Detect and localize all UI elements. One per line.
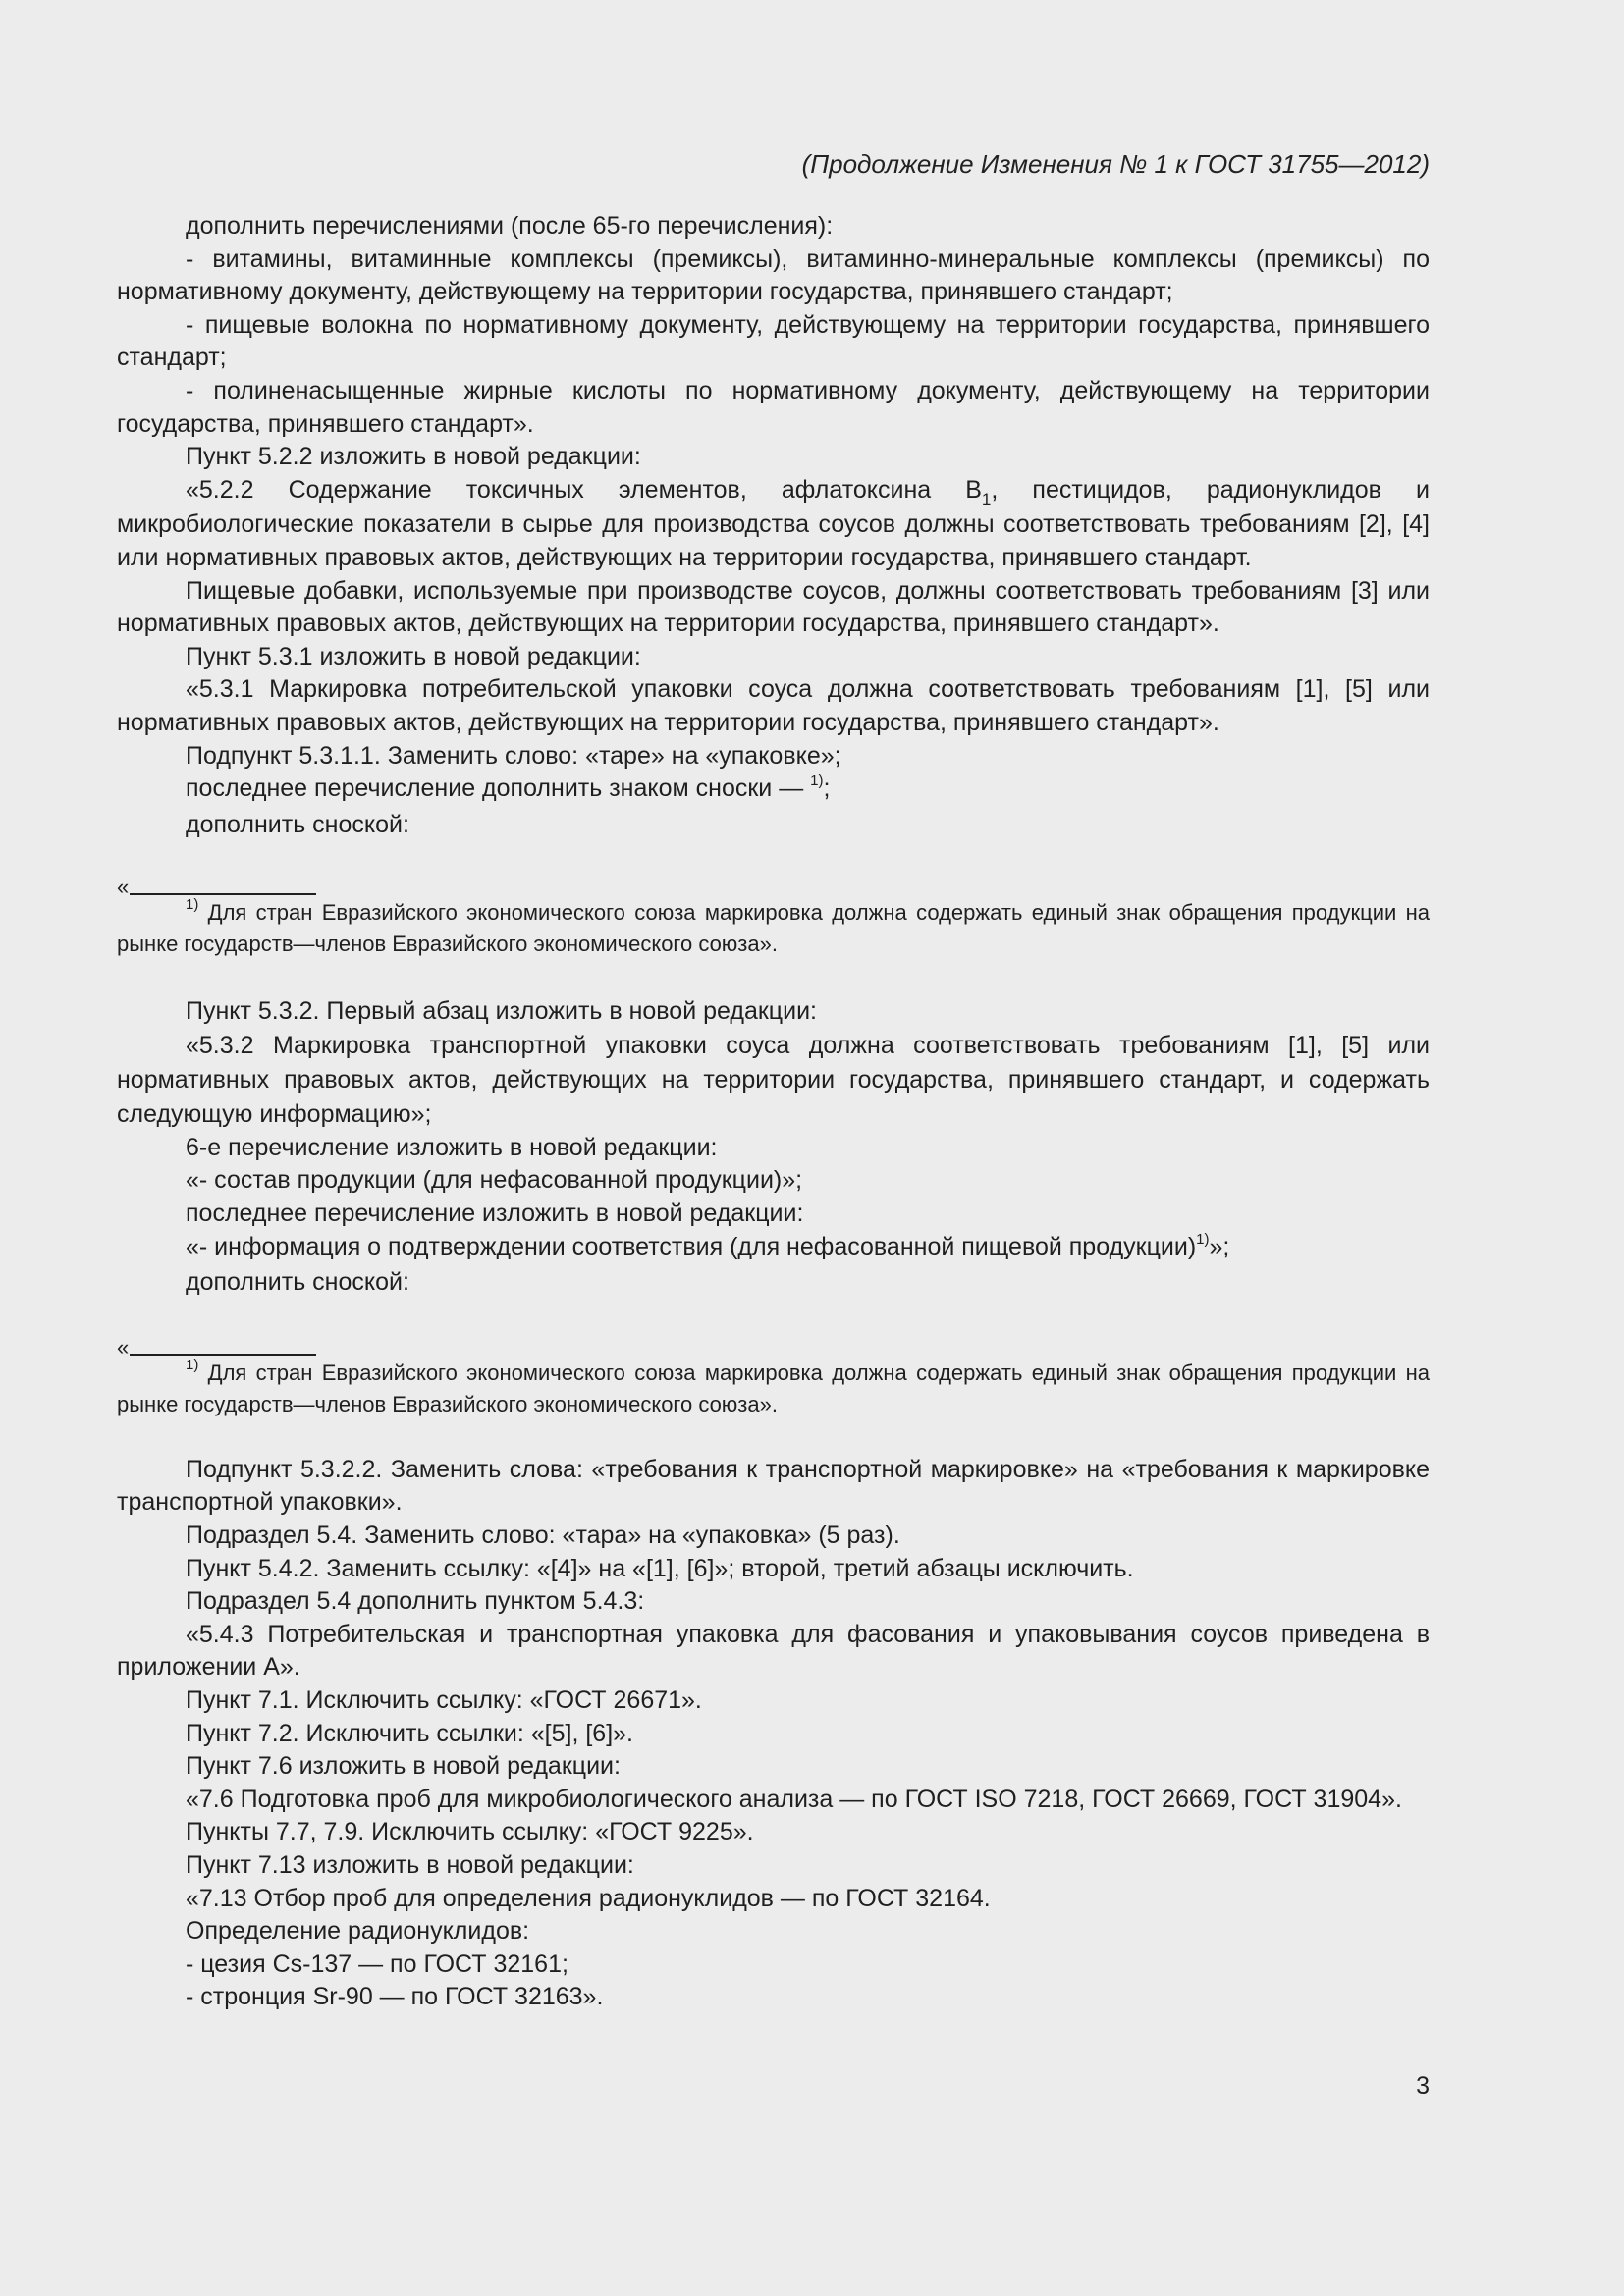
paragraph: дополнить перечислениями (после 65-го перечисления): — [186, 212, 834, 240]
list-item: - полиненасыщенные жирные кислоты по нормативному документу, действующему на территории государства, принявшего стандарт». — [117, 376, 1430, 438]
paragraph: Пункт 7.2. Исключить ссылки: «[5], [6]». — [186, 1719, 634, 1747]
paragraph: Пункт 5.2.2 изложить в новой редакции: — [186, 443, 641, 471]
paragraph: «7.13 Отбор проб для определения радионуклидов — по ГОСТ 32164. — [186, 1884, 991, 1912]
paragraph — [117, 773, 1430, 809]
text-run: Для стран Евразийского экономического союза маркировка должна содержать единый знак обращения продукции на рынке государств—членов Евразийского экономического союза». — [117, 1360, 1430, 1416]
footnote-block — [117, 873, 1430, 958]
paragraph: Определение радионуклидов: — [186, 1917, 530, 1946]
document-body — [117, 210, 1430, 2014]
paragraph: Пункты 7.7, 7.9. Исключить ссылку: «ГОСТ 9225». — [186, 1818, 754, 1846]
spacer — [117, 1300, 1430, 1333]
paragraph: Пункт 7.1. Исключить ссылку: «ГОСТ 26671». — [186, 1686, 702, 1714]
paragraph: дополнить сноской: — [186, 1268, 409, 1297]
paragraph: Пункт 5.4.2. Заменить ссылку: «[4]» на «[1], [6]»; второй, третий абзацы исключить. — [186, 1554, 1134, 1582]
footnote-separator-line — [130, 893, 316, 895]
paragraph: «- состав продукции (для нефасованной продукции)»; — [186, 1166, 803, 1195]
footnote-rule — [117, 873, 1430, 898]
paragraph — [117, 474, 1430, 575]
footnote-open-quote: « — [117, 1334, 130, 1360]
footnote-marker: 1) — [810, 773, 824, 790]
subscript: 1 — [981, 489, 992, 508]
page-number: 3 — [1416, 2072, 1430, 2100]
paragraph: 6-е перечисление изложить в новой редакции: — [186, 1133, 718, 1161]
running-header: (Продолжение Изменения № 1 к ГОСТ 31755—2012) — [801, 149, 1430, 179]
list-item: - пищевые волокна по нормативному документу, действующему на территории государства, принявшего стандарт; — [117, 310, 1430, 372]
footnote-text — [117, 898, 1430, 958]
footnote-marker: 1) — [186, 1356, 199, 1373]
text-run: »; — [1209, 1232, 1230, 1260]
list-item: - витамины, витаминные комплексы (премиксы), витаминно-минеральные комплексы (премиксы) по нормативному документу, действующему на территории государства, принявшего стандарт; — [117, 244, 1430, 306]
paragraph: «5.3.2 Маркировка транспортной упаковки соуса должна соответствовать требованиям [1], [5] или нормативных правовых актов, действующих на территории государства, принявшего стандарт, и содержать следующую информацию»; — [117, 1031, 1430, 1128]
list-item: - цезия Cs-137 — по ГОСТ 32161; — [186, 1949, 568, 1978]
paragraph: Подраздел 5.4 дополнить пунктом 5.4.3: — [186, 1587, 645, 1616]
paragraph: «7.6 Подготовка проб для микробиологического анализа — по ГОСТ ISO 7218, ГОСТ 26669, ГОСТ 31904». — [186, 1785, 1402, 1813]
text-run: «5.2.2 Содержание токсичных элементов, афлатоксина B — [186, 475, 982, 504]
paragraph: «5.4.3 Потребительская и транспортная упаковка для фасования и упаковывания соусов приведена в приложении А». — [117, 1620, 1430, 1682]
paragraph: Пункт 5.3.1 изложить в новой редакции: — [186, 642, 641, 670]
paragraph: Пищевые добавки, используемые при производстве соусов, должны соответствовать требованиям [3] или нормативных правовых актов, действующих на территории государства, принявшего стандарт». — [117, 576, 1430, 638]
list-item: - стронция Sr-90 — по ГОСТ 32163». — [186, 1983, 604, 2011]
paragraph — [117, 1231, 1430, 1267]
text-run: , пестицидов, радионуклидов и микробиологические показатели в сырье для производства соусов должны соответствовать требованиям [2], [4] или нормативных правовых актов, действующих на территории государства, принявшего стандарт. — [117, 475, 1430, 571]
spacer — [117, 841, 1430, 873]
footnote-rule — [117, 1333, 1430, 1359]
paragraph: «5.3.1 Маркировка потребительской упаковки соуса должна соответствовать требованиям [1], [5] или нормативных правовых актов, действующих на территории государства, принявшего стандарт». — [117, 675, 1430, 736]
text-run: «- информация о подтверждении соответствия (для нефасованной пищевой продукции) — [186, 1232, 1197, 1260]
spacer — [117, 958, 1430, 995]
footnote-open-quote: « — [117, 875, 130, 900]
text-run: Для стран Евразийского экономического союза маркировка должна содержать единый знак обращения продукции на рынке государств—членов Евразийского экономического союза». — [117, 900, 1430, 957]
paragraph: последнее перечисление изложить в новой редакции: — [186, 1200, 804, 1228]
paragraph: Подраздел 5.4. Заменить слово: «тара» на «упаковка» (5 раз). — [186, 1522, 900, 1550]
paragraph: Подпункт 5.3.1.1. Заменить слово: «таре» на «упаковке»; — [186, 741, 841, 770]
paragraph: Пункт 7.6 изложить в новой редакции: — [186, 1752, 621, 1781]
footnote-marker: 1) — [1196, 1230, 1210, 1248]
text-run: последнее перечисление дополнить знаком сноски — — [186, 774, 811, 803]
footnote-text — [117, 1356, 1430, 1418]
footnote-separator-line — [130, 1354, 316, 1356]
paragraph: Пункт 5.3.2. Первый абзац изложить в новой редакции: — [186, 997, 818, 1026]
paragraph: Пункт 7.13 изложить в новой редакции: — [186, 1850, 634, 1879]
footnote-block — [117, 1333, 1430, 1418]
paragraph: дополнить сноской: — [186, 810, 409, 838]
footnote-marker: 1) — [186, 896, 199, 914]
text-run: ; — [823, 774, 831, 803]
paragraph: Подпункт 5.3.2.2. Заменить слова: «требования к транспортной маркировке» на «требования к маркировке транспортной упаковки». — [117, 1455, 1430, 1517]
spacer — [117, 1418, 1430, 1454]
